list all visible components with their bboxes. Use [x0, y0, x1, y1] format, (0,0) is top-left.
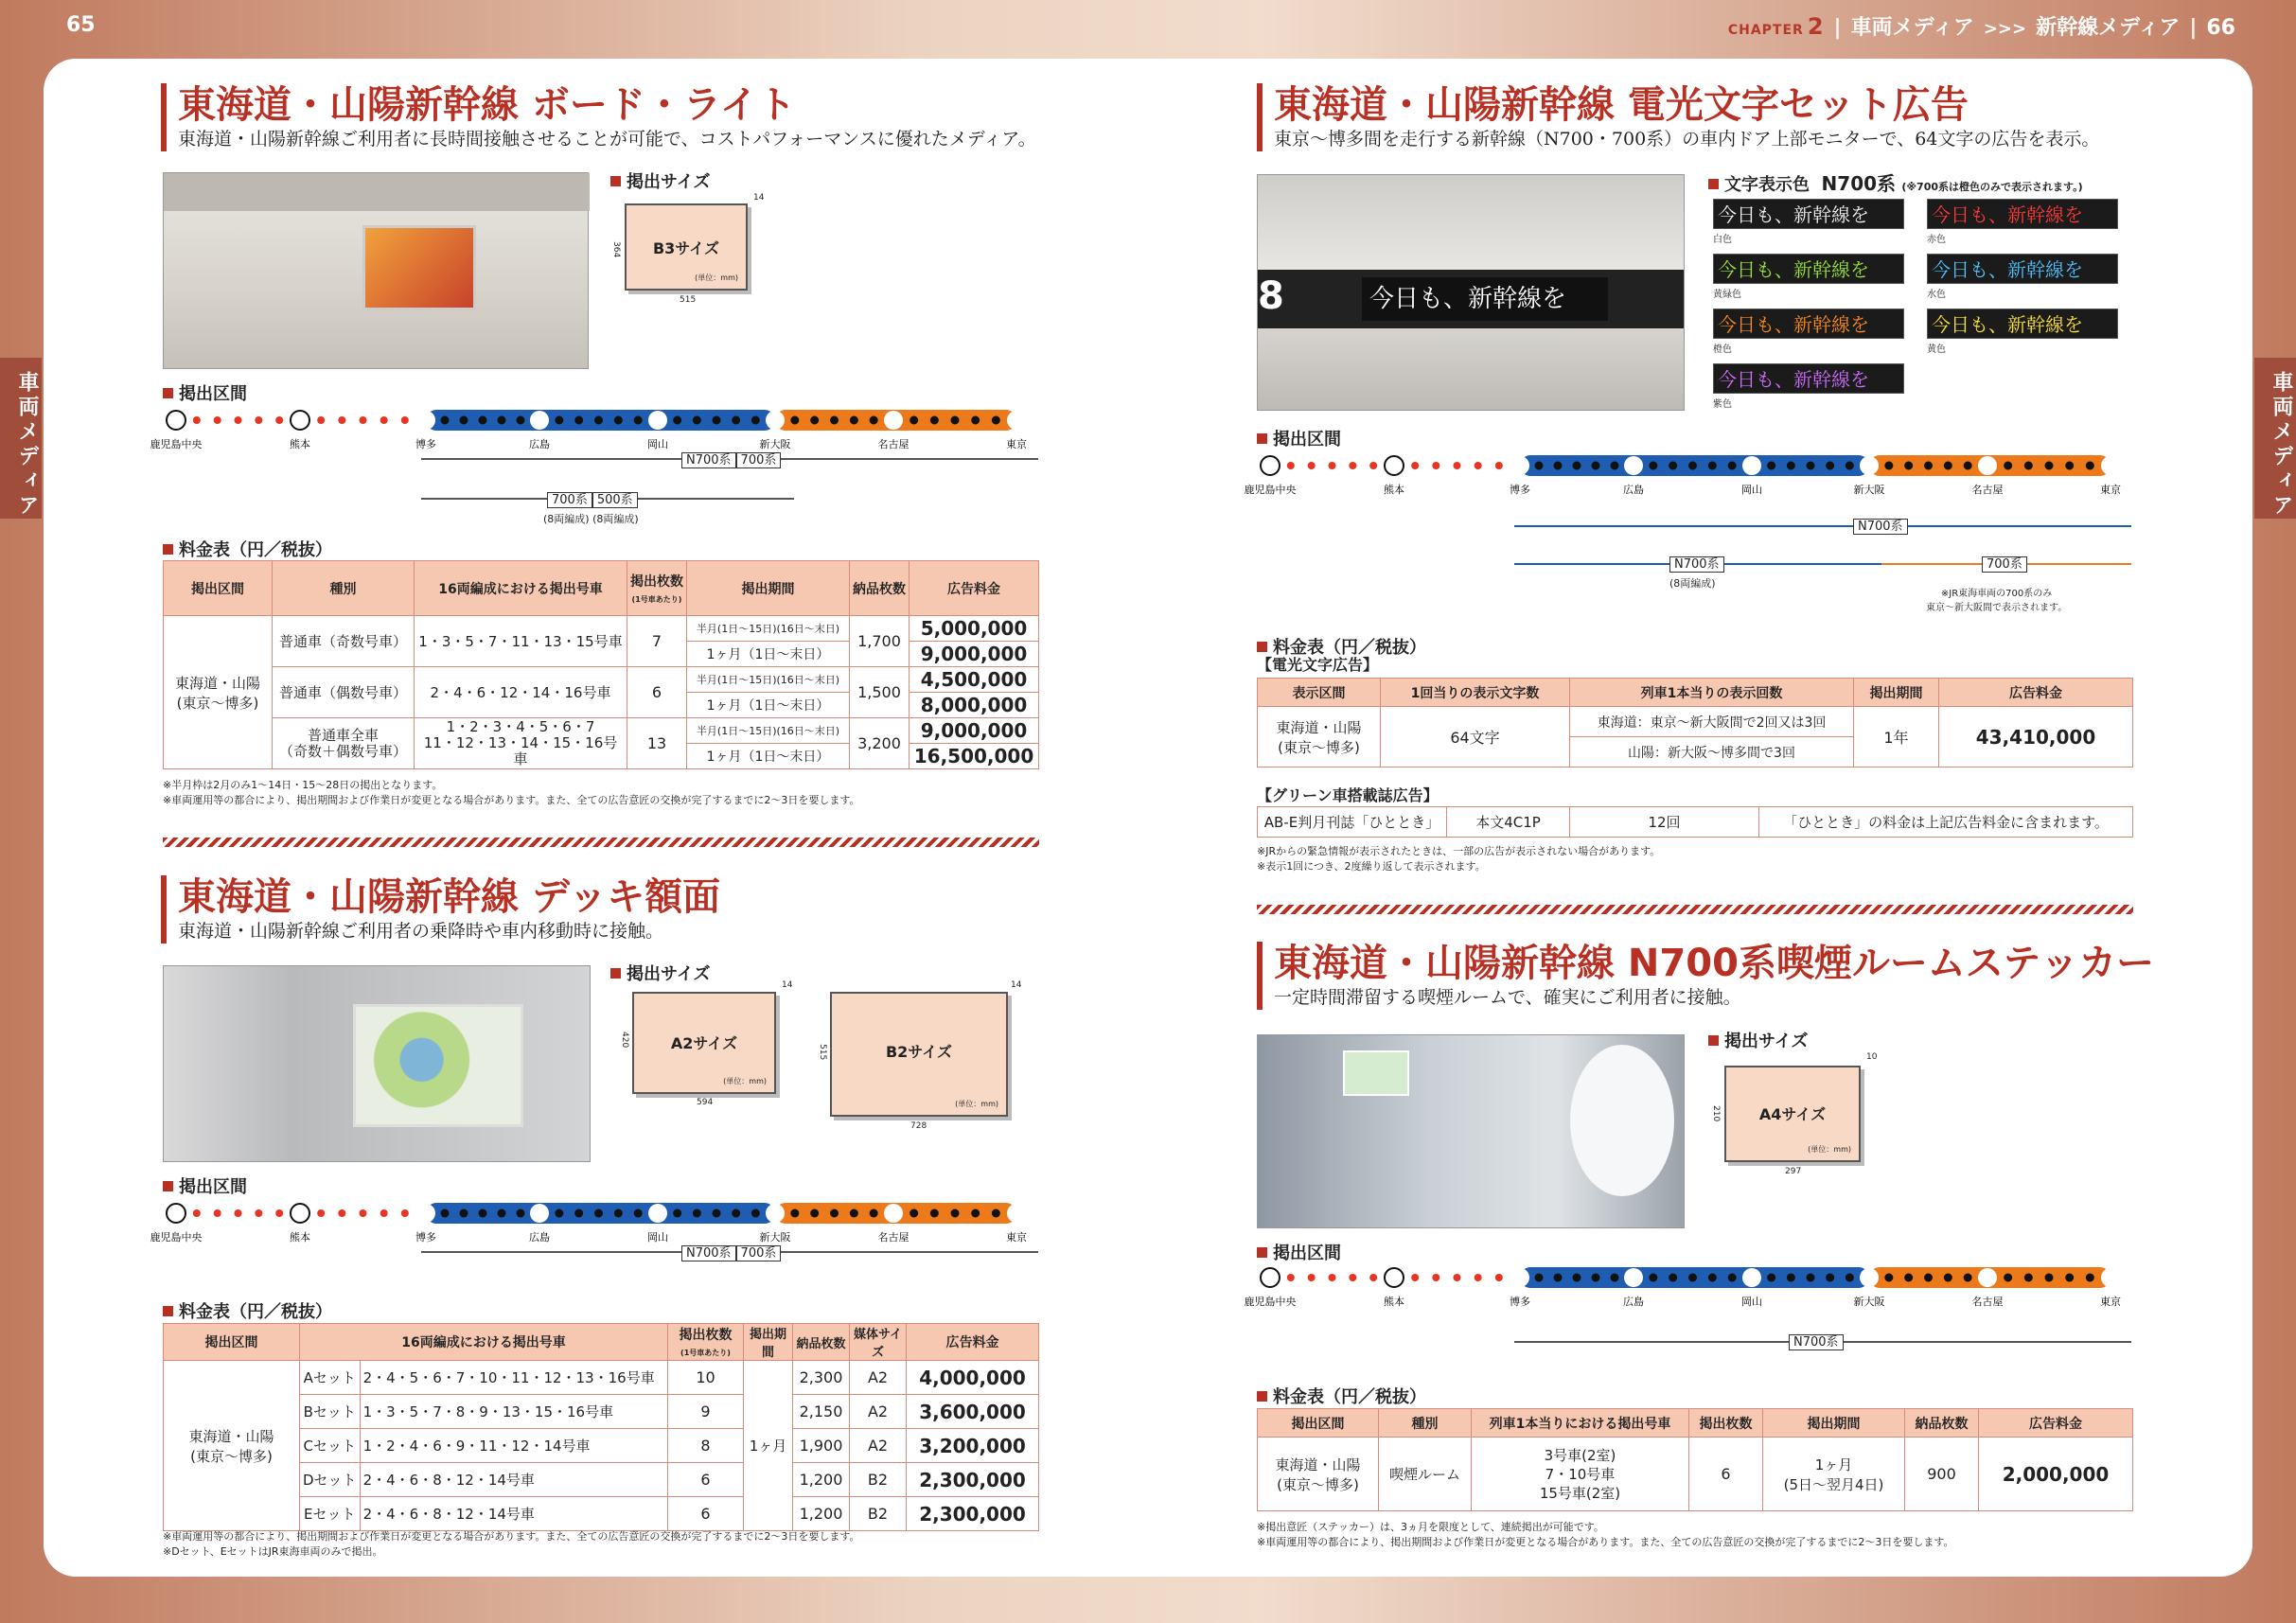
led-sample-6: 今日も、新幹線を	[1927, 309, 2118, 339]
route-dot	[1964, 462, 1972, 470]
led-color-name: 橙色	[1713, 344, 1732, 355]
route-dot	[1495, 1274, 1503, 1281]
station-marker	[416, 411, 435, 430]
route-dot	[338, 1209, 345, 1217]
route-dot	[574, 1209, 583, 1218]
station-marker	[766, 1204, 785, 1223]
notes: ※掲出意匠（ステッカー）は、3ヵ月を限度として、連続掲出が可能です。 ※車両運用等の都合により、掲出期間および作業日が変更となる場合があります。また、全ての広告意匠の交換が完了するまでに2〜3日を要します。	[1257, 1521, 1954, 1548]
route-dot	[713, 416, 721, 425]
route-dot	[951, 1209, 960, 1218]
route-dot	[2024, 1274, 2033, 1282]
led-color-name: 赤色	[1927, 235, 1946, 245]
route-dot	[1411, 462, 1419, 469]
price-label: 料金表（円／税抜）	[163, 1298, 332, 1323]
route-dot	[992, 416, 1000, 425]
route-dot	[1411, 1274, 1419, 1281]
station-label: 東京	[2100, 484, 2121, 496]
route-dot	[1475, 1274, 1482, 1281]
route-dot	[1944, 462, 1952, 470]
station-label: 熊本	[290, 438, 310, 450]
station-marker	[1261, 456, 1280, 475]
route-label: 掲出区間	[163, 1173, 247, 1198]
chapter-header: CHAPTER 2 | 車両メディア >>> 新幹線メディア | 66	[1727, 13, 2235, 40]
route-dot	[1349, 462, 1356, 469]
route-dot	[790, 1209, 799, 1218]
station-marker	[1742, 456, 1761, 475]
station-label: 広島	[1623, 484, 1644, 496]
route-dot	[810, 416, 819, 425]
route-dot	[1475, 462, 1482, 469]
route-dot	[830, 416, 839, 425]
route-dot	[850, 416, 858, 425]
station-label: 博多	[1510, 484, 1530, 496]
route-dot	[1904, 1274, 1913, 1282]
route-dot	[2045, 1274, 2054, 1282]
route-dot	[275, 416, 283, 424]
route-map	[150, 405, 1043, 452]
section-title: 東海道・山陽新幹線 電光文字セット広告	[1257, 83, 2099, 127]
green-car-table: AB-E判月刊誌「ひととき」 本文4C1P 12回 「ひととき」の料金は上記広告料金に含まれます。	[1257, 806, 2133, 838]
route-dot	[634, 416, 643, 425]
chapter-label: CHAPTER 2	[1727, 13, 1825, 40]
route-dot	[2065, 462, 2074, 470]
station-marker	[1860, 456, 1879, 475]
route-dot	[255, 1209, 262, 1217]
a2-size-box: A2サイズ (単位：mm)	[632, 992, 776, 1094]
route-dot	[1767, 1274, 1775, 1282]
route-dot	[1454, 462, 1461, 469]
price-table: 掲出区間 種別 列車1本当りにおける掲出号車 掲出枚数 掲出期間 納品枚数 広告料金 東海道・山陽 (東京〜博多) 喫煙ルーム 3号車(2室) 7・10号車 15号車(2室) 6 1ヶ月 (5日〜翌月4日) 900 2,000,000	[1257, 1408, 2133, 1511]
route-dot	[810, 1209, 819, 1218]
b2-size-box: B2サイズ (単位：mm)	[830, 992, 1008, 1117]
led-sample-3: 今日も、新幹線を	[1713, 254, 1904, 284]
route-dot	[1329, 462, 1336, 469]
route-dot	[1688, 1274, 1697, 1282]
led-sample-5: 今日も、新幹線を	[1713, 309, 1904, 339]
route-dot	[1924, 462, 1933, 470]
station-label: 広島	[529, 1231, 550, 1244]
route-dot	[751, 416, 760, 425]
route-dot	[1369, 1274, 1377, 1281]
section-subtitle: 東京〜博多間を走行する新幹線（N700・700系）の車内ドア上部モニターで、64文字の広告を表示。	[1257, 127, 2099, 151]
station-label: 鹿児島中央	[1244, 484, 1297, 496]
route-dot	[870, 1209, 878, 1218]
station-marker	[530, 1204, 549, 1223]
route-dot	[614, 416, 623, 425]
route-dot	[971, 1209, 980, 1218]
station-label: 東京	[1006, 1231, 1027, 1244]
route-dot	[479, 1209, 487, 1218]
station-label: 熊本	[1384, 1296, 1404, 1308]
smoking-room-photo	[1257, 1034, 1685, 1228]
route-dot	[1846, 1274, 1854, 1282]
route-dot	[693, 416, 701, 425]
side-tab-left: 車両メディア	[0, 358, 42, 519]
route-dot	[498, 416, 506, 425]
station-marker	[291, 1204, 309, 1223]
n700-arrow	[1514, 525, 2131, 527]
route-dot	[193, 416, 201, 424]
route-dot	[1454, 1274, 1461, 1281]
led-color-name: 水色	[1927, 290, 1946, 300]
route-dot	[1649, 1274, 1657, 1282]
notes: ※車両運用等の都合により、掲出期間および作業日が変更となる場合があります。また、全ての広告意匠の交換が完了するまでに2〜3日を要します。 ※Dセット、EセットはJR東海車両のみで掲出。	[163, 1530, 860, 1558]
route-dot	[732, 1209, 740, 1218]
route-dot	[2086, 1274, 2094, 1282]
route-dot	[338, 416, 345, 424]
side-tab-right: 車両メディア	[2254, 358, 2296, 519]
station-label: 新大阪	[1853, 484, 1885, 496]
route-dot	[1884, 1274, 1893, 1282]
route-dot	[1349, 1274, 1356, 1281]
route-dot	[517, 416, 525, 425]
route-dot	[594, 416, 603, 425]
section-divider	[163, 838, 1039, 847]
route-dot	[951, 416, 960, 425]
section-title: 東海道・山陽新幹線 デッキ額面	[161, 875, 720, 919]
notes: ※半月枠は2月のみ1〜14日・15〜28日の掲出となります。 ※車両運用等の都合により、掲出期間および作業日が変更となる場合があります。また、全ての広告意匠の交換が完了するまでに2〜3日を要します。	[163, 779, 860, 806]
route-dot	[1287, 462, 1295, 469]
station-label: 東京	[2100, 1296, 2121, 1308]
station-marker	[1007, 411, 1026, 430]
board-light-photo	[163, 172, 589, 369]
route-dot	[2004, 462, 2012, 470]
station-marker	[416, 1204, 435, 1223]
station-label: 岡山	[1741, 484, 1762, 496]
route-dot	[1787, 462, 1795, 470]
page-number-right: 66	[2206, 16, 2235, 40]
station-marker	[1510, 1268, 1529, 1287]
station-label: 博多	[1510, 1296, 1530, 1308]
route-label: 掲出区間	[1257, 1240, 1341, 1264]
route-dot	[1369, 462, 1377, 469]
station-marker	[167, 1204, 185, 1223]
route-dot	[1649, 462, 1657, 470]
route-dot	[401, 416, 409, 424]
route-dot	[930, 1209, 939, 1218]
route-dot	[2065, 1274, 2074, 1282]
station-label: 岡山	[647, 438, 668, 450]
route-dot	[214, 416, 221, 424]
station-marker	[1385, 1268, 1404, 1287]
station-marker	[648, 411, 667, 430]
route-dot	[1308, 1274, 1316, 1281]
led-screen: 今日も、新幹線を	[1362, 277, 1608, 321]
route-dot	[850, 1209, 858, 1218]
station-marker	[1978, 456, 1997, 475]
route-dot	[555, 1209, 563, 1218]
price-table: 掲出区間 16両編成における掲出号車 掲出枚数 (1号車あたり) 掲出期間 納品枚数 媒体サイズ 広告料金 東海道・山陽 (東京〜博多) Aセット 2・4・5・6・7・10・11・12・13・16号車 10 1ヶ月 2,300 A2 4,000,000 Bセット 1・3・5・7・8・9・13・15・16号車 9 2,150 A2 3,600,000 Cセット 1・2・4・6・9・11・12・14号車 8 1,900 A2 3,200,000 Dセット 2・4・6・8・12・14号車 6 1,200 B2 2,300,000 Eセット 2・4・6・8・12・14号車 6 1,200 B2 2,300,000	[163, 1323, 1039, 1531]
ad-sticker	[1343, 1050, 1409, 1096]
station-label: 鹿児島中央	[150, 438, 203, 450]
route-dot	[1669, 462, 1677, 470]
route-map	[1244, 450, 2137, 498]
route-dot	[1669, 1274, 1677, 1282]
route-dot	[1807, 462, 1815, 470]
route-dot	[380, 1209, 388, 1217]
station-label: 名古屋	[877, 1231, 910, 1244]
station-marker	[2101, 456, 2120, 475]
route-dot	[1944, 1274, 1952, 1282]
station-marker	[2101, 1268, 2120, 1287]
station-label: 岡山	[647, 1231, 668, 1244]
route-dot	[2086, 462, 2094, 470]
station-label: 名古屋	[877, 438, 910, 450]
route-dot	[713, 1209, 721, 1218]
route-dot	[1592, 462, 1600, 470]
station-marker	[1860, 1268, 1879, 1287]
route-dot	[930, 416, 939, 425]
section-divider	[1257, 905, 2133, 914]
route-dot	[1573, 1274, 1581, 1282]
route-dot	[1728, 462, 1737, 470]
route-dot	[1787, 1274, 1795, 1282]
station-marker	[648, 1204, 667, 1223]
route-dot	[1904, 462, 1913, 470]
route-dot	[1688, 462, 1697, 470]
led-display-photo: 8 今日も、新幹線を	[1257, 174, 1685, 411]
led-sample-2: 今日も、新幹線を	[1927, 199, 2118, 229]
route-map	[1244, 1262, 2137, 1310]
route-dot	[317, 1209, 325, 1217]
station-label: 岡山	[1741, 1296, 1762, 1308]
route-dot	[1924, 1274, 1933, 1282]
route-label: 掲出区間	[163, 380, 247, 405]
station-label: 広島	[1623, 1296, 1644, 1308]
station-label: 東京	[1006, 438, 1027, 450]
led-sample-7: 今日も、新幹線を	[1713, 363, 1904, 394]
section-title: 東海道・山陽新幹線 N700系喫煙ルームステッカー	[1257, 942, 2154, 985]
route-dot	[193, 1209, 201, 1217]
route-dot	[1329, 1274, 1336, 1281]
route-dot	[498, 1209, 506, 1218]
route-dot	[1964, 1274, 1972, 1282]
price-label: 料金表（円／税抜）	[163, 537, 332, 561]
route-dot	[1767, 462, 1775, 470]
station-label: 新大阪	[759, 1231, 791, 1244]
station-label: 熊本	[1384, 484, 1404, 496]
route-dot	[673, 416, 681, 425]
page-number-left: 65	[66, 13, 96, 37]
route-dot	[2024, 462, 2033, 470]
route-dot	[1573, 462, 1581, 470]
route-dot	[1287, 1274, 1295, 1281]
route-dot	[380, 416, 388, 424]
station-marker	[1007, 1204, 1026, 1223]
section-subtitle: 東海道・山陽新幹線ご利用者の乗降時や車内移動時に接触。	[161, 919, 720, 944]
station-label: 鹿児島中央	[150, 1231, 203, 1244]
route-dot	[441, 416, 450, 425]
station-label: 広島	[529, 438, 550, 450]
led-color-name: 黄色	[1927, 344, 1946, 355]
section-subtitle: 東海道・山陽新幹線ご利用者に長時間接触させることが可能で、コストパフォーマンスに優れたメディア。	[161, 127, 1036, 151]
station-label: 新大阪	[759, 438, 791, 450]
ad-poster	[362, 225, 476, 310]
station-marker	[1385, 456, 1404, 475]
route-dot	[614, 1209, 623, 1218]
size-label: 掲出サイズ	[1708, 1028, 1809, 1052]
station-marker	[1978, 1268, 1997, 1287]
price-label: 料金表（円／税抜）	[1257, 634, 1426, 659]
led-sample-1: 今日も、新幹線を	[1713, 199, 1904, 229]
route-dot	[214, 1209, 221, 1217]
section-subtitle: 一定時間滞留する喫煙ルームで、確実にご利用者に接触。	[1257, 985, 2154, 1010]
route-dot	[751, 1209, 760, 1218]
route-dot	[255, 416, 262, 424]
section-title: 東海道・山陽新幹線 ボード・ライト	[161, 83, 1036, 127]
route-dot	[460, 1209, 468, 1218]
station-label: 新大阪	[1853, 1296, 1885, 1308]
led-color-name: 黄緑色	[1713, 290, 1741, 300]
station-marker	[291, 411, 309, 430]
route-dot	[1592, 1274, 1600, 1282]
route-dot	[1728, 1274, 1737, 1282]
route-dot	[1535, 462, 1544, 470]
route-dot	[870, 416, 878, 425]
route-dot	[1826, 1274, 1834, 1282]
chapter-title: 車両メディア	[1850, 16, 1974, 40]
route-dot	[235, 1209, 242, 1217]
station-marker	[1742, 1268, 1761, 1287]
station-label: 名古屋	[1971, 1296, 2004, 1308]
route-dot	[1611, 462, 1619, 470]
station-label: 熊本	[290, 1231, 310, 1244]
route-dot	[693, 1209, 701, 1218]
route-dot	[1611, 1274, 1619, 1282]
route-dot	[317, 416, 325, 424]
led-price-table: 表示区間 1回当りの表示文字数 列車1本当りの表示回数 掲出期間 広告料金 東海道・山陽 (東京〜博多) 64文字 東海道：東京〜新大阪間で2回又は3回 1年 43,410,000 山陽：新大阪〜博多間で3回	[1257, 678, 2133, 767]
a4-size-box: A4サイズ (単位：mm)	[1724, 1066, 1861, 1162]
b3-size-box: B3サイズ (単位：mm)	[625, 203, 748, 291]
route-dot	[1554, 462, 1563, 470]
route-dot	[910, 1209, 918, 1218]
route-dot	[971, 416, 980, 425]
route-dot	[555, 416, 563, 425]
station-marker	[1624, 456, 1643, 475]
route-dot	[517, 1209, 525, 1218]
route-dot	[1432, 462, 1439, 469]
route-dot	[634, 1209, 643, 1218]
route-dot	[574, 416, 583, 425]
station-marker	[1261, 1268, 1280, 1287]
route-dot	[360, 1209, 367, 1217]
station-marker	[1510, 456, 1529, 475]
route-dot	[2004, 1274, 2012, 1282]
deck-frame-photo	[163, 965, 591, 1162]
led-color-name: 紫色	[1713, 399, 1732, 410]
route-dot	[1432, 1274, 1439, 1281]
notes: ※JRからの緊急情報が表示されたときは、一部の広告が表示されない場合があります。 ※表示1回につき、2度繰り返して表示されます。	[1257, 845, 1661, 873]
price-label: 料金表（円／税抜）	[1257, 1384, 1426, 1408]
route-dot	[1826, 462, 1834, 470]
route-dot	[594, 1209, 603, 1218]
route-dot	[1846, 462, 1854, 470]
route-dot	[992, 1209, 1000, 1218]
station-marker	[167, 411, 185, 430]
color-label: 文字表示色 N700系 (※700系は橙色のみで表示されます。)	[1708, 168, 2083, 196]
route-dot	[235, 416, 242, 424]
route-dot	[2045, 462, 2054, 470]
route-dot	[1554, 1274, 1563, 1282]
route-dot	[275, 1209, 283, 1217]
route-dot	[1807, 1274, 1815, 1282]
station-label: 博多	[415, 1231, 436, 1244]
route-dot	[1535, 1274, 1544, 1282]
route-dot	[1884, 462, 1893, 470]
route-dot	[460, 416, 468, 425]
route-dot	[732, 416, 740, 425]
station-label: 博多	[415, 438, 436, 450]
station-marker	[1624, 1268, 1643, 1287]
led-sample-4: 今日も、新幹線を	[1927, 254, 2118, 284]
route-dot	[1708, 462, 1717, 470]
route-dot	[910, 416, 918, 425]
route-dot	[830, 1209, 839, 1218]
route-dot	[790, 416, 799, 425]
station-label: 名古屋	[1971, 484, 2004, 496]
route-map	[150, 1198, 1043, 1245]
led-color-name: 白色	[1713, 235, 1732, 245]
route-dot	[1495, 462, 1503, 469]
station-marker	[884, 411, 903, 430]
size-label: 掲出サイズ	[610, 168, 711, 193]
breadcrumb: 新幹線メディア	[2036, 16, 2181, 40]
route-dot	[673, 1209, 681, 1218]
station-marker	[530, 411, 549, 430]
station-marker	[766, 411, 785, 430]
route-dot	[1308, 462, 1316, 469]
route-dot	[360, 416, 367, 424]
size-label: 掲出サイズ	[610, 961, 711, 985]
route-dot	[479, 416, 487, 425]
route-dot	[401, 1209, 409, 1217]
route-dot	[1708, 1274, 1717, 1282]
route-label: 掲出区間	[1257, 426, 1341, 450]
route-dot	[441, 1209, 450, 1218]
station-label: 鹿児島中央	[1244, 1296, 1297, 1308]
ad-poster	[353, 1004, 523, 1127]
price-table: 掲出区間 種別 16両編成における掲出号車 掲出枚数 (1号車あたり) 掲出期間 納品枚数 広告料金 東海道・山陽 (東京〜博多) 普通車（奇数号車） 1・3・5・7・11・13・15号車 7 半月(1日〜15日)(16日〜末日) 1,700 5,000,000 1ヶ月（1日〜末日） 9,000,000 普通車（偶数号車） 2・4・6・12・14・16号車 6 半月(1日〜15日)(16日〜末日) 1,500 4,500,000 1ヶ月（1日〜末日） 8,000,000 普通車全車 （奇数＋偶数号車） 1・2・3・4・5・6・7 11・12・13・14・15・16号車 13 半月(1日〜15日)(16日〜末日) 3,200 9,000,000 1ヶ月（1日〜末日） 16,500,000	[163, 560, 1039, 769]
station-marker	[884, 1204, 903, 1223]
